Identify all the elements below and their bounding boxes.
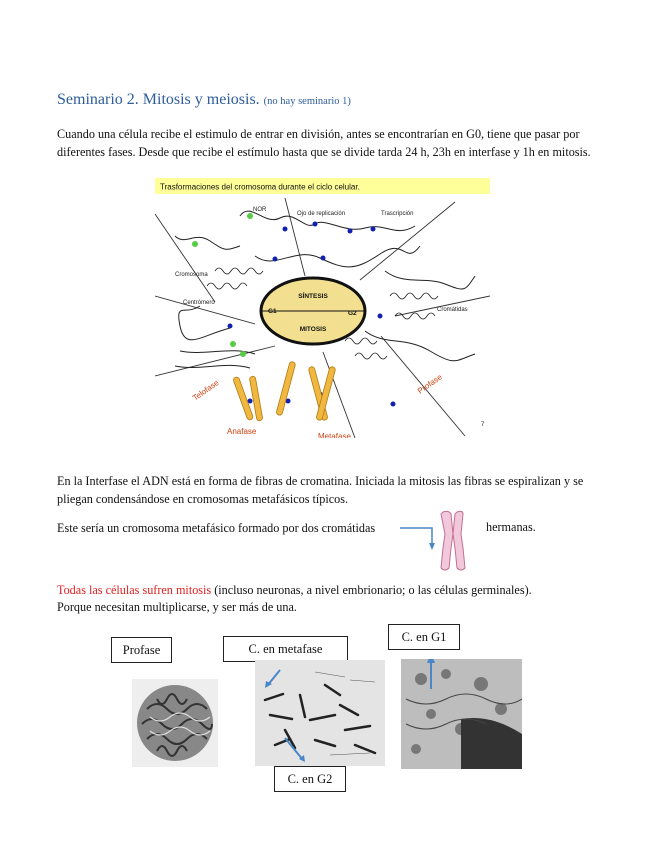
g1-micrograph (401, 659, 522, 769)
nor-dots (192, 213, 253, 357)
label-box-g2: C. en G2 (274, 766, 346, 792)
label-box-g1: C. en G1 (388, 624, 460, 650)
label-centromero: Centrómero (183, 300, 215, 306)
label-mitosis: MITOSIS (299, 326, 327, 333)
cell-cycle-diagram (155, 176, 490, 438)
profase-micrograph (132, 679, 218, 767)
label-g2: G2 (348, 310, 357, 317)
interfase-paragraph: En la Interfase el ADN está en forma de fibras de cromatina. Iniciada la mitosis las fibras se espiralizan y se pliegan condensándose en cromosomas metafásicos típicos. (57, 474, 584, 506)
label-ojo: Ojo de replicación (297, 211, 346, 217)
title-main: Seminario 2. Mitosis y meiosis. (57, 91, 260, 108)
label-nor: NOR (253, 207, 267, 213)
metaphase-chromosome-figure (398, 510, 483, 572)
label-box-metafase: C. en metafase (223, 636, 348, 662)
label-sintesis: SÍNTESIS (298, 293, 328, 300)
label-cromosoma: Cromosoma (175, 272, 208, 278)
diagram-banner: Trasformaciones del cromosoma durante el ciclo celular. (160, 182, 360, 192)
label-g1: G1 (268, 308, 277, 315)
label-page-num: 7 (481, 422, 485, 428)
metafase-micrograph (255, 660, 385, 766)
page-title (57, 91, 351, 109)
pointer-arrow-line (400, 528, 432, 546)
label-telofase: Telofase (190, 378, 221, 403)
cromosoma-sentence-end: hermanas. (486, 520, 536, 534)
todas-highlight: Todas las células sufren mitosis (57, 583, 212, 597)
chromosome-shapes (233, 361, 336, 421)
label-box-profase: Profase (111, 637, 172, 663)
label-metafase: Metafase (318, 432, 351, 438)
pointer-arrow-head (429, 543, 435, 550)
label-profase: Profase (415, 372, 444, 396)
chromosome-icon (441, 511, 465, 570)
label-transcripcion: Trascripción (381, 211, 414, 217)
title-note: (no hay seminario 1) (263, 96, 351, 107)
todas-rest: (incluso neuronas, a nivel embrionario; o las células germinales). (211, 583, 532, 597)
todas-paragraph (57, 582, 602, 600)
porque-paragraph: Porque necesitan multiplicarse, y ser más de una. (57, 600, 297, 614)
intro-paragraph: Cuando una célula recibe el estimulo de entrar en división, antes se encontrarían en G0, tiene que pasar por diferentes fases. Desde que recibe el estímulo hasta que se divide tarda 24 h, 23h en interfase y 1h en mitosis. (57, 127, 591, 159)
label-cromatidas: Cromátidas (437, 307, 468, 313)
label-anafase: Anafase (227, 427, 257, 436)
cromosoma-sentence: Este sería un cromosoma metafásico formado por dos cromátidas (57, 521, 376, 535)
